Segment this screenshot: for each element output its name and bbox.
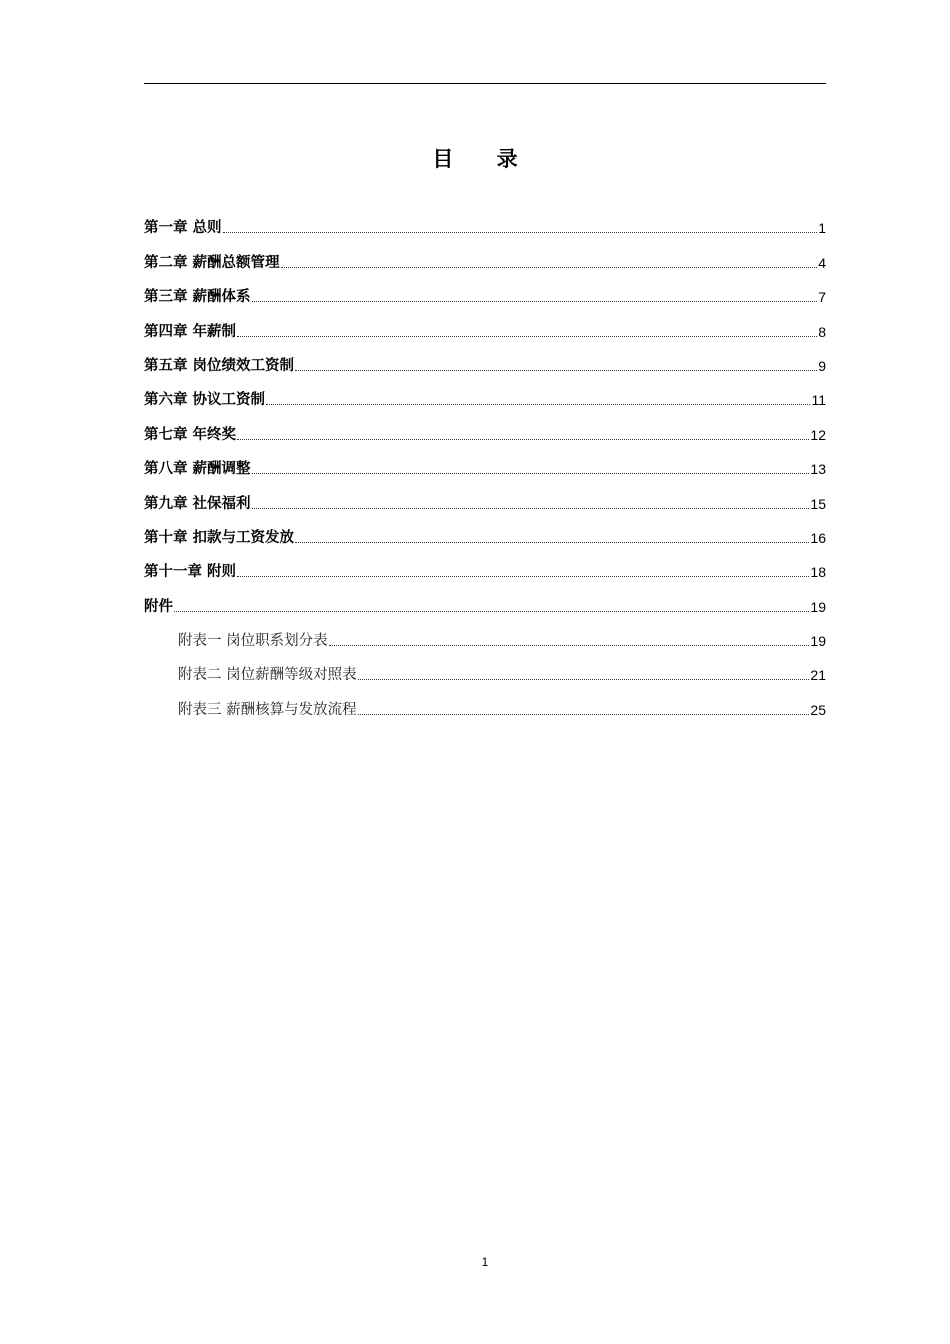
toc-entry-label: 第四章 年薪制 — [144, 323, 237, 340]
toc-entry-label: 第九章 社保福利 — [144, 495, 251, 512]
toc-entry-appendix-table-3[interactable] — [144, 685, 826, 719]
toc-entry-chapter-9[interactable] — [144, 479, 826, 513]
toc-entry-page: 19 — [810, 633, 826, 650]
toc-entry-label: 第八章 薪酬调整 — [144, 461, 251, 478]
toc-entry-chapter-10[interactable] — [144, 514, 826, 548]
toc-dot-leader — [252, 301, 818, 302]
toc-entry-page: 18 — [810, 564, 826, 581]
toc-entry-page: 7 — [818, 289, 826, 306]
toc-entry-appendix-table-2[interactable] — [144, 651, 826, 685]
toc-entry-label: 附表二 岗位薪酬等级对照表 — [178, 667, 357, 684]
toc-entry-label: 附表一 岗位职系划分表 — [178, 633, 328, 650]
toc-entry-page: 11 — [811, 392, 826, 409]
toc-entry-page: 1 — [818, 220, 826, 237]
toc-entry-chapter-1[interactable] — [144, 204, 826, 238]
toc-entry-page: 13 — [810, 461, 826, 478]
toc-entry-page: 25 — [810, 701, 826, 718]
toc-dot-leader — [295, 370, 817, 371]
toc-entry-appendix-table-1[interactable] — [144, 617, 826, 651]
toc-entry-chapter-3[interactable] — [144, 273, 826, 307]
toc-entry-chapter-4[interactable] — [144, 307, 826, 341]
toc-entry-chapter-5[interactable] — [144, 342, 826, 376]
toc-entry-page: 4 — [818, 254, 826, 271]
toc-entry-label: 第七章 年终奖 — [144, 426, 237, 443]
toc-dot-leader — [237, 439, 809, 440]
toc-dot-leader — [329, 645, 810, 646]
toc-entry-page: 19 — [810, 598, 826, 615]
toc-entry-page: 16 — [810, 529, 826, 546]
header-rule — [144, 83, 826, 84]
toc-entry-label: 附表三 薪酬核算与发放流程 — [178, 701, 357, 718]
toc-dot-leader — [252, 473, 810, 474]
toc-dot-leader — [237, 336, 817, 337]
table-of-contents — [144, 204, 826, 720]
toc-dot-leader — [358, 679, 810, 680]
toc-dot-leader — [252, 508, 810, 509]
toc-dot-leader — [295, 542, 809, 543]
toc-entry-page: 8 — [818, 323, 826, 340]
toc-entry-label: 第六章 协议工资制 — [144, 392, 266, 409]
toc-entry-label: 第十章 扣款与工资发放 — [144, 529, 295, 546]
toc-entry-label: 第一章 总则 — [144, 220, 222, 237]
toc-entry-chapter-7[interactable] — [144, 410, 826, 444]
toc-dot-leader — [266, 404, 810, 405]
toc-dot-leader — [223, 232, 818, 233]
toc-dot-leader — [174, 611, 809, 612]
toc-entry-chapter-6[interactable] — [144, 376, 826, 410]
toc-entry-page: 9 — [818, 357, 826, 374]
toc-entry-label: 附件 — [144, 598, 173, 615]
toc-dot-leader — [358, 714, 810, 715]
toc-entry-page: 12 — [810, 426, 826, 443]
toc-entry-label: 第二章 薪酬总额管理 — [144, 254, 280, 271]
toc-entry-chapter-11[interactable] — [144, 548, 826, 582]
toc-entry-chapter-8[interactable] — [144, 445, 826, 479]
toc-title: 目 录 — [432, 147, 536, 171]
toc-entry-label: 第三章 薪酬体系 — [144, 289, 251, 306]
toc-entry-chapter-2[interactable] — [144, 238, 826, 272]
page-number: 1 — [481, 1255, 489, 1269]
toc-entry-label: 第五章 岗位绩效工资制 — [144, 357, 295, 374]
toc-entry-page: 21 — [810, 667, 826, 684]
toc-entry-label: 第十一章 附则 — [144, 564, 237, 581]
toc-dot-leader — [281, 267, 818, 268]
toc-dot-leader — [237, 576, 809, 577]
toc-entry-page: 15 — [810, 495, 826, 512]
toc-entry-appendix[interactable] — [144, 582, 826, 616]
